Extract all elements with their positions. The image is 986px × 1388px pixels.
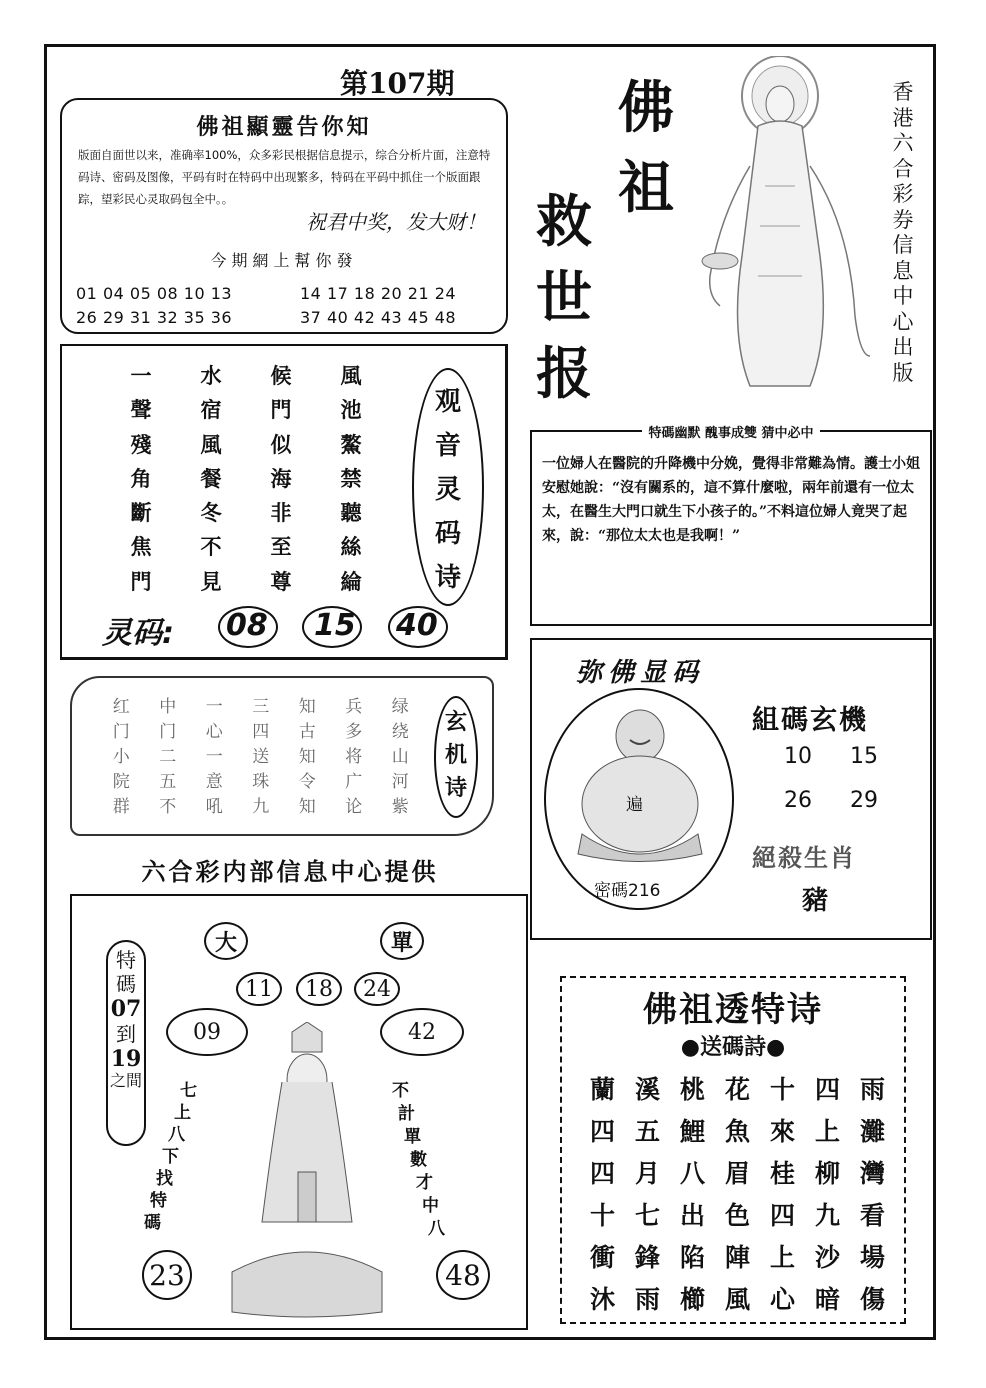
xuanji-char: 古 [298, 722, 316, 742]
xuanji-char: 四 [252, 722, 270, 742]
combo-number: 29 [850, 788, 878, 813]
verse-char: 月 [634, 1159, 660, 1188]
verse-char: 上 [814, 1117, 840, 1146]
verse-subtitle: ●送碼詩● [680, 1034, 786, 1060]
verse-char: 看 [859, 1201, 885, 1230]
left-phrase-char: 下 [162, 1147, 179, 1167]
right-phrase-char: 中 [422, 1196, 439, 1216]
verse-char: 七 [634, 1201, 660, 1230]
range-from: 07 [110, 996, 142, 1022]
xuanji-char: 珠 [252, 772, 270, 792]
right-oval-number: 42 [380, 1008, 464, 1056]
poem-char: 門 [270, 397, 292, 423]
xuanji-title-char: 诗 [444, 775, 467, 801]
verse-char: 九 [814, 1201, 840, 1230]
verse-char: 四 [814, 1075, 840, 1104]
verse-char: 眉 [724, 1159, 750, 1188]
poem-char: 聲 [130, 397, 152, 423]
bottom-left-number: 23 [142, 1250, 192, 1300]
poem-char: 尊 [270, 568, 292, 594]
verse-char: 沙 [814, 1243, 840, 1272]
single-badge: 單 [380, 922, 424, 960]
right-phrase-char: 八 [428, 1219, 445, 1239]
xuanji-char: 知 [298, 697, 316, 717]
verse-char: 暗 [814, 1285, 840, 1314]
poem-char: 餐 [200, 465, 222, 491]
poem-char: 風 [340, 363, 362, 388]
left-phrase-char: 找 [156, 1169, 173, 1189]
poem-title-char: 音 [434, 431, 461, 461]
verse-char: 心 [769, 1285, 795, 1314]
poem-title-char: 诗 [434, 563, 461, 593]
verse-box [560, 976, 906, 1324]
poem-char: 宿 [200, 397, 222, 423]
bottom-right-number: 48 [436, 1250, 490, 1300]
numbers-row2-left: 26 29 31 32 35 36 [76, 308, 233, 327]
poem-char: 至 [270, 534, 292, 560]
verse-char: 五 [634, 1117, 660, 1146]
xuanji-title-char: 玄 [444, 709, 467, 735]
lingma-code-1: 08 [226, 608, 268, 643]
poem-char: 門 [130, 568, 152, 594]
xuanji-char: 门 [159, 722, 177, 742]
poem-char: 非 [270, 500, 292, 526]
poem-char: 風 [200, 431, 222, 457]
xuanji-char: 不 [159, 797, 177, 817]
buddha-arc-title: 弥佛显码 [575, 658, 704, 688]
right-phrase-char: 單 [404, 1127, 421, 1147]
numbers-row2-right: 37 40 42 43 45 48 [300, 308, 457, 327]
verse-char: 出 [679, 1201, 705, 1230]
xuanji-char: 一 [205, 747, 223, 767]
top-number: 18 [296, 972, 342, 1006]
poem-char: 殘 [130, 431, 152, 457]
poem-char: 綸 [340, 568, 362, 594]
title-zu: 祖 [618, 155, 674, 221]
verse-char: 衝 [589, 1243, 615, 1272]
guanyin-poem-box [60, 344, 508, 660]
combo-number: 15 [850, 744, 878, 769]
verse-grid [580, 1070, 895, 1322]
poem-char: 聽 [340, 500, 362, 526]
xuanji-char: 兵 [345, 697, 363, 717]
xuanji-char: 中 [159, 697, 177, 717]
verse-char: 四 [769, 1201, 795, 1230]
secret-code: 密碼216 [594, 881, 661, 901]
xuanji-char: 红 [112, 697, 130, 717]
notice-wish: 祝君中奖，发大财！ [306, 210, 486, 234]
range-to: 19 [110, 1046, 142, 1072]
range-to-word: 到 [116, 1022, 136, 1046]
right-phrase [392, 1076, 462, 1246]
xuanji-char: 一 [205, 697, 223, 717]
xuanji-char: 令 [298, 772, 316, 792]
verse-char: 來 [769, 1117, 795, 1146]
verse-char: 上 [769, 1243, 795, 1272]
special-label-char: 特 [116, 948, 136, 972]
guanyin-standing-illustration [680, 56, 880, 396]
poem-char: 水 [200, 363, 222, 388]
verse-char: 風 [724, 1285, 750, 1314]
poem-char: 角 [130, 465, 152, 491]
verse-char: 陣 [724, 1243, 750, 1272]
verse-char: 陷 [679, 1243, 705, 1272]
verse-char: 柳 [814, 1159, 840, 1188]
publisher-vertical: 香港六合彩券信息中心出版 [892, 80, 914, 385]
laughing-buddha-illustration [562, 704, 718, 864]
verse-char: 十 [769, 1075, 795, 1104]
right-phrase-char: 才 [416, 1173, 433, 1193]
title-fo: 佛 [618, 75, 674, 141]
poem-title [428, 380, 468, 600]
xuanji-char: 吼 [205, 797, 223, 817]
poem-char: 鰲 [340, 431, 362, 457]
issue-number: 第107期 [340, 67, 455, 100]
left-phrase-char: 八 [168, 1125, 185, 1145]
right-phrase-char: 數 [410, 1150, 427, 1170]
lingma-code-2: 15 [314, 608, 356, 643]
special-range [110, 948, 142, 1090]
xuanji-title-char: 机 [444, 742, 467, 768]
verse-char: 蘭 [589, 1075, 615, 1104]
poem-char: 海 [270, 465, 292, 491]
title-jiu: 救 [536, 189, 592, 255]
xuanji-char: 知 [298, 797, 316, 817]
verse-char: 灘 [859, 1117, 885, 1146]
xuanji-scroll [70, 676, 494, 836]
title-bao: 报 [536, 341, 592, 407]
poem-char: 絲 [340, 534, 362, 560]
combo-number: 26 [784, 788, 812, 813]
left-phrase-char: 七 [180, 1081, 197, 1101]
story-body: 一位婦人在醫院的升降機中分娩，覺得非常難為情。護士小姐安慰她說：“沒有關系的，這不算什麼啦，兩年前還有一位太太，在醫生大門口就生下小孩子的。”不料這位婦人竟哭了起來，說：“那位太太也是我啊！” [542, 456, 920, 544]
verse-char: 桃 [679, 1075, 705, 1104]
top-number: 11 [236, 972, 282, 1006]
poem-char: 池 [340, 397, 362, 423]
xuanji-char: 心 [205, 722, 223, 742]
xuanji-title [440, 706, 472, 805]
xuanji-char: 三 [252, 697, 270, 717]
xuanji-char: 九 [252, 797, 270, 817]
poem-char: 冬 [200, 500, 222, 526]
xuanji-char: 小 [112, 747, 130, 767]
poem-title-char: 码 [434, 519, 461, 549]
numbers-row1-right: 14 17 18 20 21 24 [300, 284, 457, 303]
poem-char: 見 [200, 568, 222, 594]
notice-title: 佛祖顯靈告你知 [196, 114, 372, 140]
verse-title: 佛祖透特诗 [643, 990, 823, 1030]
left-phrase-char: 特 [150, 1191, 167, 1211]
left-phrase [144, 1076, 260, 1236]
verse-char: 溪 [634, 1075, 660, 1104]
story-header: 特碼幽默 醜事成雙 猜中必中 [642, 426, 819, 441]
xuanji-char: 绿 [391, 697, 409, 717]
numbers-row1-left: 01 04 05 08 10 13 [76, 284, 233, 303]
buddha-box [530, 638, 932, 940]
lingma-label: 灵码: [102, 616, 174, 651]
provider-line: 六合彩内部信息中心提供 [141, 858, 439, 886]
notice-box [60, 98, 508, 334]
kill-value: 豬 [802, 886, 829, 916]
verse-char: 桂 [769, 1159, 795, 1188]
right-phrase-char: 計 [398, 1104, 415, 1124]
xuanji-char: 意 [205, 772, 223, 792]
xuanji-char: 论 [345, 797, 363, 817]
verse-char: 場 [859, 1243, 885, 1272]
verse-char: 灣 [859, 1159, 885, 1188]
poem-char: 似 [270, 431, 292, 457]
verse-char: 鋒 [634, 1243, 660, 1272]
verse-char: 四 [589, 1159, 615, 1188]
notice-body: 版面自面世以来，准确率100%，众多彩民根据信息提示，综合分析片面，注意特码诗、密码及图像，平码有时在特码中出现繁多，特码在平码中抓住一个版面跟踪，望彩民心灵取码包全中。。 [78, 148, 491, 206]
xuanji-char: 河 [391, 772, 409, 792]
kill-title: 絕殺生肖 [752, 843, 856, 872]
top-number: 24 [354, 972, 400, 1006]
verse-char: 傷 [859, 1285, 885, 1314]
lingma-code-3: 40 [396, 608, 438, 643]
verse-char: 花 [724, 1075, 750, 1104]
xuanji-char: 院 [112, 772, 130, 792]
xuanji-char: 门 [112, 722, 130, 742]
poem-grid [106, 360, 386, 600]
verse-char: 十 [589, 1201, 615, 1230]
xuanji-char: 二 [159, 747, 177, 767]
xuanji-char: 群 [112, 797, 130, 817]
xuanji-grid [98, 692, 424, 817]
verse-char: 沐 [589, 1285, 615, 1314]
special-label-char: 碼 [116, 972, 136, 996]
xuanji-char: 五 [159, 772, 177, 792]
poem-char: 禁 [340, 465, 362, 491]
left-phrase-char: 碼 [144, 1213, 161, 1233]
poem-char: 一 [130, 363, 152, 388]
big-badge: 大 [204, 922, 248, 960]
combo-number: 10 [784, 744, 812, 769]
verse-char: 八 [679, 1159, 705, 1188]
buddha-badge: 遍 [626, 795, 643, 815]
title-shi: 世 [536, 265, 592, 331]
range-end-word: 之間 [110, 1071, 143, 1090]
verse-char: 雨 [859, 1075, 885, 1104]
xuanji-char: 广 [345, 772, 363, 792]
poem-title-char: 灵 [434, 475, 461, 505]
xuanji-char: 将 [345, 747, 363, 767]
verse-char: 魚 [724, 1117, 750, 1146]
right-phrase-char: 不 [392, 1081, 409, 1101]
poem-char: 焦 [130, 534, 152, 560]
xuanji-char: 送 [252, 747, 270, 767]
verse-char: 四 [589, 1117, 615, 1146]
verse-char: 雨 [634, 1285, 660, 1314]
guanyin-sitting-box [70, 894, 528, 1330]
verse-char: 色 [724, 1201, 750, 1230]
verse-char: 鯉 [679, 1117, 705, 1146]
poem-char: 斷 [130, 500, 152, 526]
xuanji-char: 多 [345, 722, 363, 742]
poem-char: 候 [270, 363, 292, 388]
poem-char: 不 [200, 534, 222, 560]
left-phrase-char: 上 [174, 1103, 191, 1123]
left-oval-number: 09 [166, 1008, 248, 1056]
xuanji-char: 绕 [391, 722, 409, 742]
xuanji-char: 紫 [391, 797, 409, 817]
combo-title: 組碼玄機 [752, 705, 868, 736]
help-title: 今期網上幫你發 [210, 251, 358, 270]
story-box [530, 426, 932, 626]
xuanji-char: 知 [298, 747, 316, 767]
xuanji-char: 山 [391, 747, 409, 767]
verse-char: 櫛 [679, 1285, 705, 1314]
poem-title-char: 观 [434, 387, 461, 417]
